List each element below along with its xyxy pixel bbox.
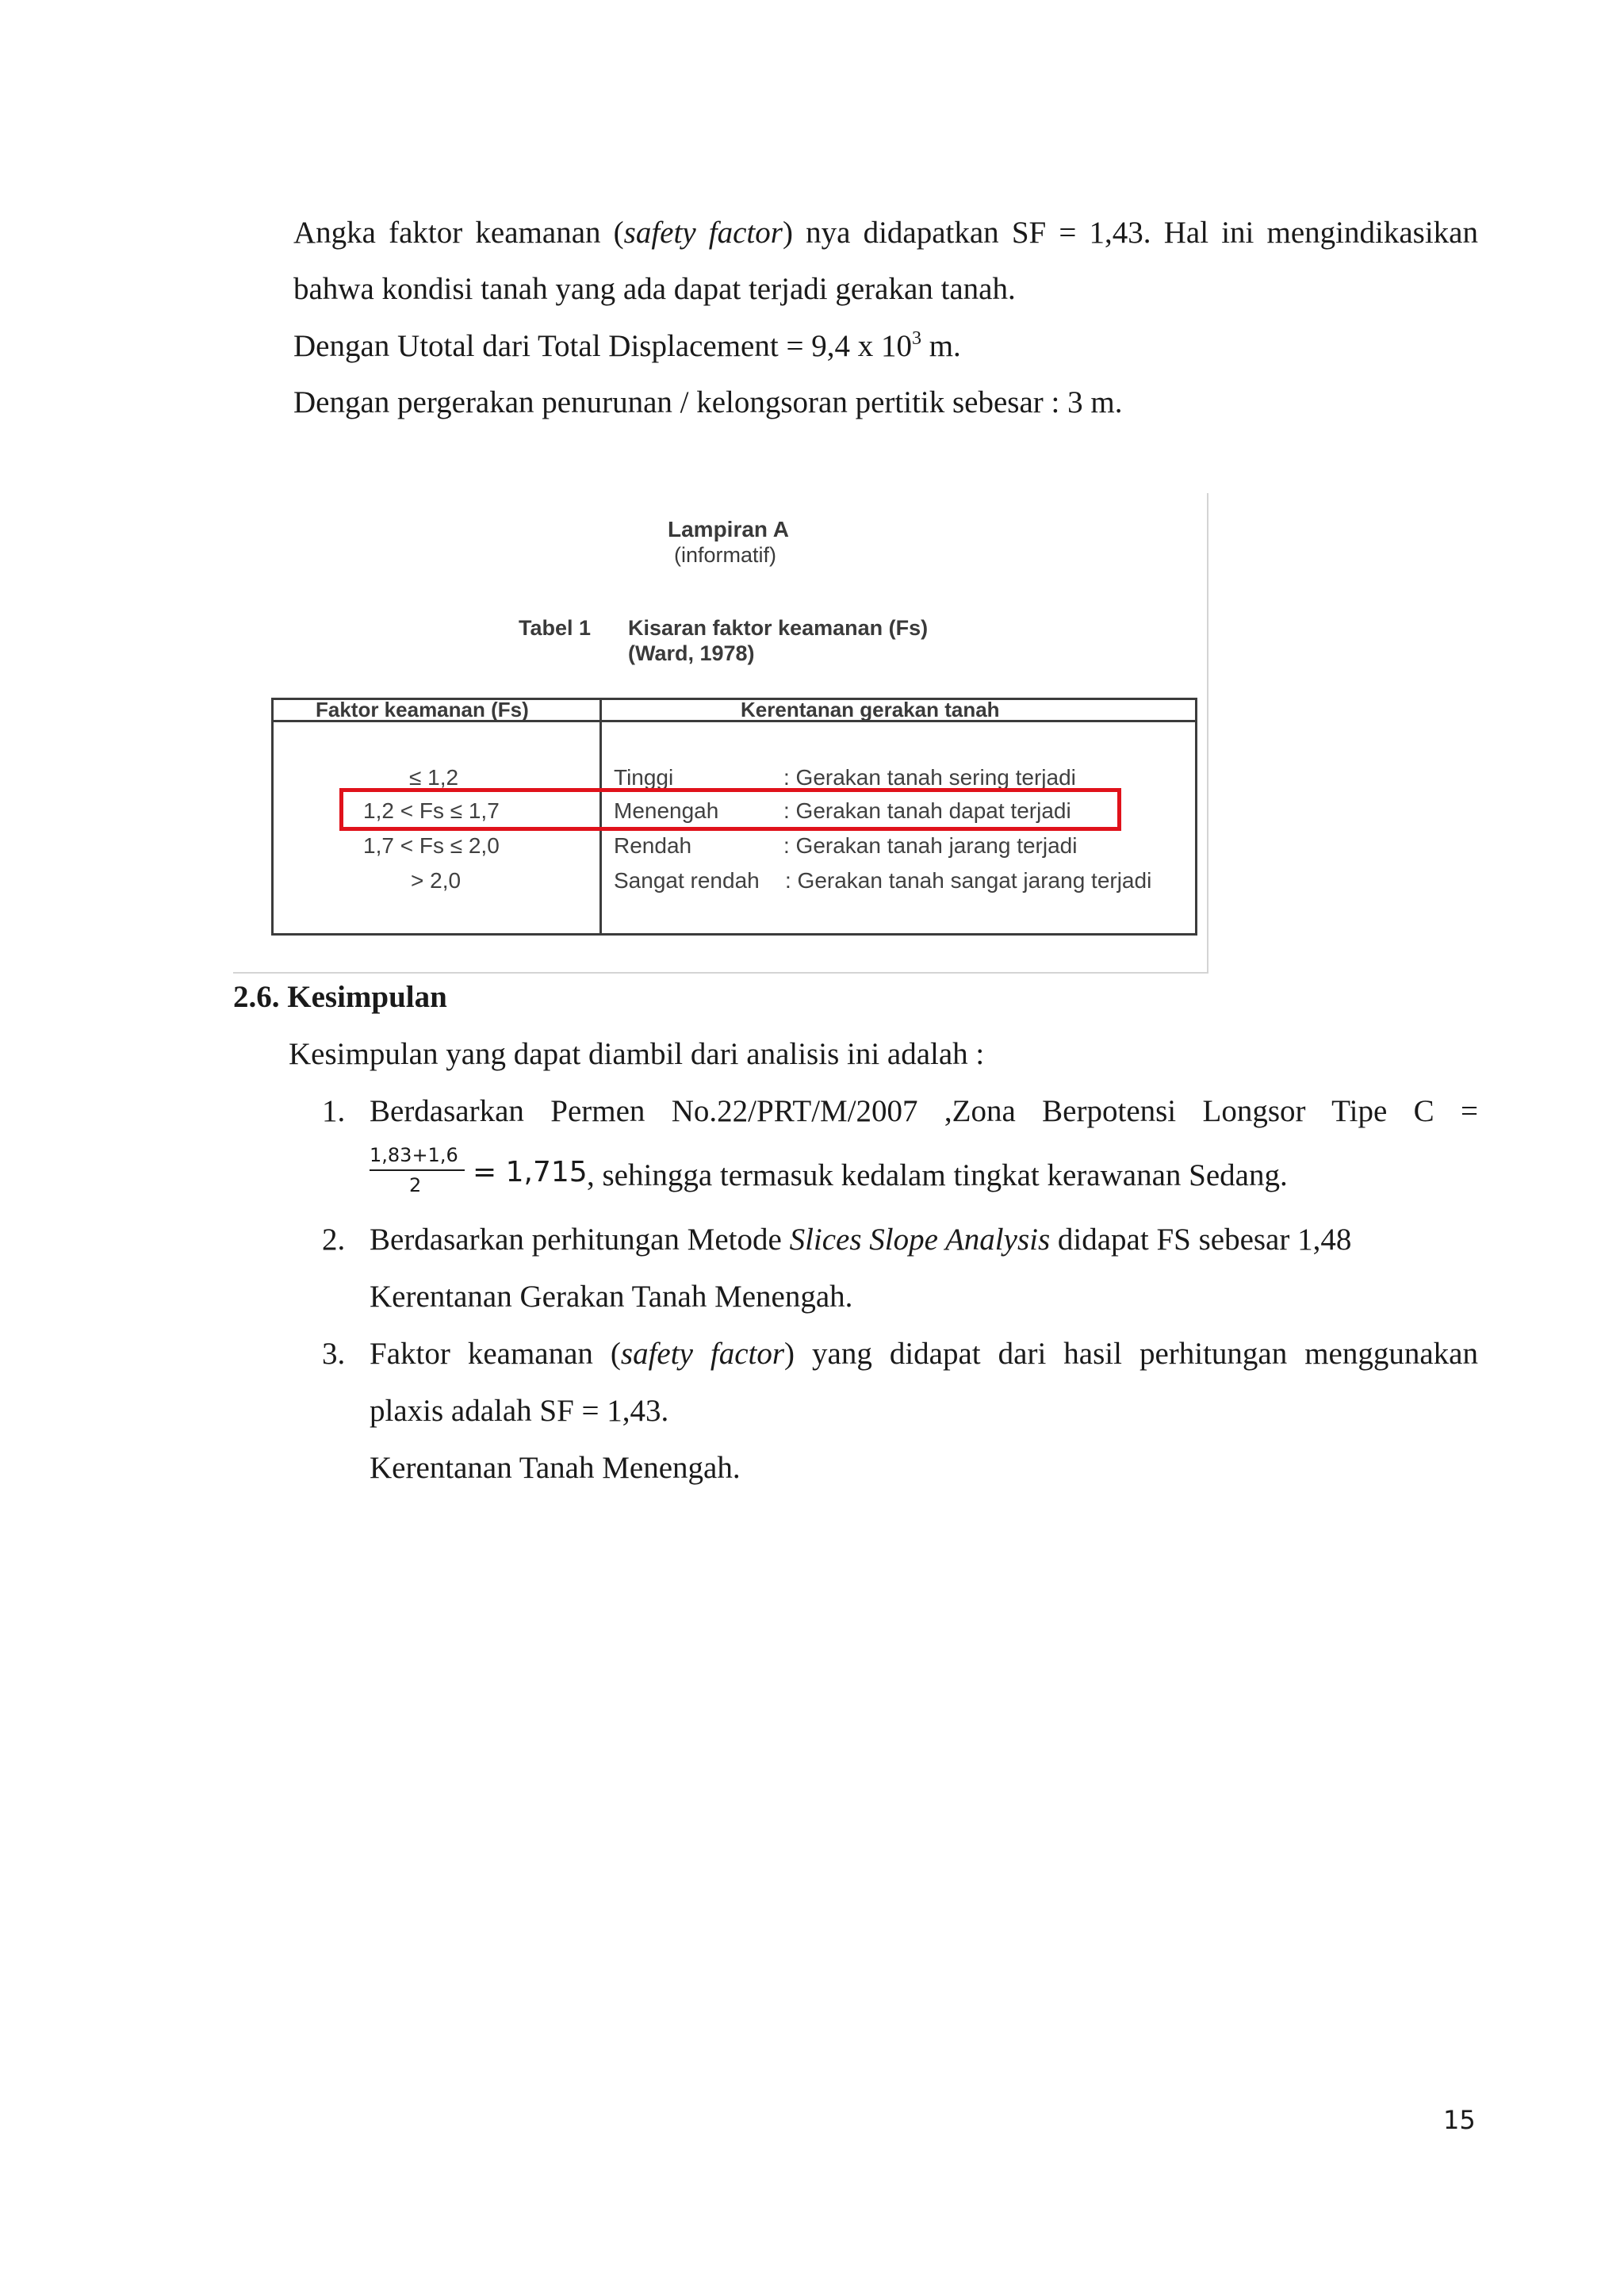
section-intro: Kesimpulan yang dapat diambil dari analisis ini adalah : [289, 1037, 985, 1071]
row-3-desc: : Gerakan tanah jarang terjadi [783, 833, 1078, 858]
intro-line-1: Angka faktor keamanan (safety factor) nya didapatkan SF = 1,43. Hal ini mengindikasikan [293, 216, 1478, 250]
item-1-number: 1. [322, 1094, 346, 1128]
equation-result: = 1,715 [473, 1156, 588, 1188]
row-1-level: Tinggi [614, 765, 674, 790]
method-name: Slices Slope Analysis [789, 1223, 1051, 1257]
item-1-line-2: , sehingga termasuk kedalam tingkat kerawanan Sedang. [587, 1158, 1288, 1192]
col-header-fs: Faktor keamanan (Fs) [316, 698, 529, 721]
safety-factor-term: safety factor [623, 216, 783, 250]
exponent: 3 [911, 328, 921, 349]
item-3-line-3: Kerentanan Tanah Menengah. [370, 1451, 741, 1485]
item-3-line-2: plaxis adalah SF = 1,43. [370, 1394, 669, 1428]
lampiran-figure [233, 493, 1208, 974]
col-header-kerentanan: Kerentanan gerakan tanah [741, 698, 1000, 721]
table-title-1: Kisaran faktor keamanan (Fs) [628, 616, 929, 640]
row-4-fs: > 2,0 [411, 868, 462, 893]
intro-line-4: Dengan pergerakan penurunan / kelongsoran pertitik sebesar : 3 m. [293, 385, 1123, 419]
highlight-box [339, 788, 1121, 831]
fraction-bar [370, 1169, 465, 1171]
fraction-numerator: 1,83+1,6 [370, 1144, 458, 1166]
intro-line-2: bahwa kondisi tanah yang ada dapat terjadi gerakan tanah. [293, 272, 1016, 306]
item-2-line-1: Berdasarkan perhitungan Metode Slices Slope Analysis didapat FS sebesar 1,48 [370, 1223, 1352, 1257]
intro-line-3: Dengan Utotal dari Total Displacement = 9,4 x $10^3$ m. [293, 328, 961, 363]
item-3-line-1: Faktor keamanan (safety factor) yang didapat dari hasil perhitungan menggunakan [370, 1337, 1478, 1371]
row-4-level: Sangat rendah [614, 868, 760, 893]
row-1-fs: ≤ 1,2 [409, 765, 459, 790]
section-heading: 2.6. Kesimpulan [233, 980, 447, 1014]
fraction-denominator: 2 [409, 1174, 422, 1196]
row-3-level: Rendah [614, 833, 692, 858]
row-3-fs: 1,7 < Fs ≤ 2,0 [363, 833, 500, 858]
safety-factor-term-2: safety factor [620, 1337, 785, 1371]
row-4-desc: : Gerakan tanah sangat jarang terjadi [785, 868, 1152, 893]
figure-heading: Lampiran A [668, 517, 789, 541]
row-2-desc: : Gerakan tanah dapat terjadi [783, 798, 1071, 823]
item-1-line-1: Berdasarkan Permen No.22/PRT/M/2007 ,Zona Berpotensi Longsor Tipe C = [370, 1094, 1478, 1128]
table-label: Tabel 1 [519, 616, 592, 640]
item-2-line-2: Kerentanan Gerakan Tanah Menengah. [370, 1280, 853, 1314]
row-2-level: Menengah [614, 798, 719, 823]
row-2-fs: 1,2 < Fs ≤ 1,7 [363, 798, 500, 823]
table-title-2: (Ward, 1978) [628, 641, 755, 665]
item-2-number: 2. [322, 1223, 346, 1257]
item-3-number: 3. [322, 1337, 346, 1371]
figure-subheading: (informatif) [674, 543, 777, 567]
row-1-desc: : Gerakan tanah sering terjadi [783, 765, 1076, 790]
page-number: 15 [1443, 2105, 1476, 2135]
